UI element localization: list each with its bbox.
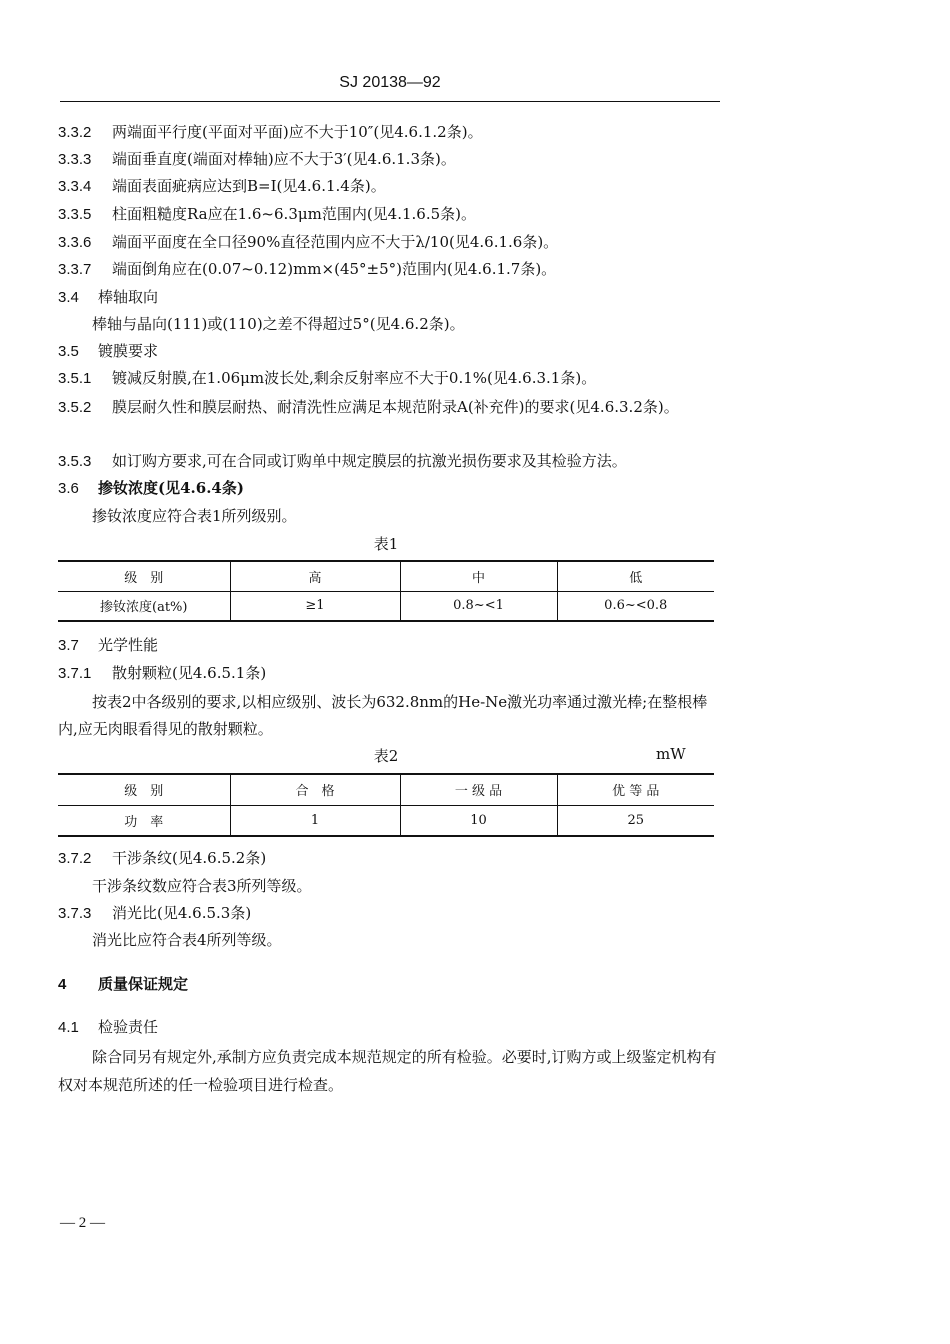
page-number: — 2 — [60,1215,105,1231]
clause-3-3-5 [58,203,738,226]
clause-3-5-3 [58,450,738,473]
table-cell: 0.8~<1 [400,591,557,621]
clause-heading: 检验责任 [98,1018,159,1036]
clause-3-4 [58,286,738,309]
clause-3-7-2-body: 干涉条纹数应符合表3所列等级。 [92,877,312,895]
clause-number: 3.7.2 [58,850,92,867]
clause-3-7 [58,634,738,657]
table2-unit: mW [656,745,686,763]
clause-3-7-2 [58,847,738,870]
clause-number: 4.1 [58,1019,79,1036]
clause-3-3-6 [58,231,738,254]
clause-number: 3.7.3 [58,905,92,922]
clause-text: 端面倒角应在(0.07~0.12)mm×(45°±5°)范围内(见4.6.1.7条)。 [112,260,557,278]
clause-number: 3.3.7 [58,261,92,278]
clause-3-6-body: 掺钕浓度应符合表1所列级别。 [92,507,297,525]
document-code: SJ 20138—92 [339,74,441,91]
clause-text: 膜层耐久性和膜层耐热、耐清洗性应满足本规范附录A(补充件)的要求(见4.6.3.2条)。 [112,398,679,416]
clause-3-5-1 [58,367,738,390]
clause-heading: 棒轴取向 [98,288,159,306]
clause-3-4-body: 棒轴与晶向(111)或(110)之差不得超过5°(见4.6.2条)。 [92,315,465,333]
table-cell: 掺钕浓度(at%) [58,591,230,621]
section-number: 4 [58,976,67,993]
table1 [58,560,714,622]
table-cell: 25 [557,805,714,836]
clause-text: 端面表面疵病应达到B=Ⅰ(见4.6.1.4条)。 [112,177,386,195]
clause-3-7-3-body: 消光比应符合表4所列等级。 [92,931,282,949]
table-header-cell: 高 [230,561,400,591]
clause-number: 3.5.1 [58,370,92,387]
clause-3-3-3 [58,148,738,171]
table-header-cell: 低 [557,561,714,591]
clause-text: 两端面平行度(平面对平面)应不大于10″(见4.6.1.2条)。 [112,123,483,141]
table-header-cell: 中 [400,561,557,591]
clause-text: 柱面粗糙度Ra应在1.6~6.3μm范围内(见4.1.6.5条)。 [112,205,477,223]
clause-number: 3.5.3 [58,453,92,470]
table-header-cell: 级 别 [58,561,230,591]
table-cell: 0.6~<0.8 [557,591,714,621]
clause-number: 3.4 [58,289,79,306]
clause-text: 镀减反射膜,在1.06μm波长处,剩余反射率应不大于0.1%(见4.6.3.1条)。 [112,369,597,387]
clause-number: 3.6 [58,480,79,497]
clause-heading: 掺钕浓度(见4.6.4条) [98,479,244,497]
section-heading: 质量保证规定 [98,975,189,993]
clause-number: 3.3.2 [58,124,92,141]
clause-3-5-2 [58,394,722,421]
clause-number: 3.5 [58,343,79,360]
table1-caption: 表1 [373,535,399,553]
clause-3-5 [58,340,738,363]
clause-3-7-3 [58,902,738,925]
table2 [58,773,714,837]
clause-number: 3.3.5 [58,206,92,223]
clause-4-1-body: 除合同另有规定外,承制方应负责完成本规范规定的所有检验。必要时,订购方或上级鉴定机构有权对本规范所述的任一检验项目进行检查。 [58,1048,717,1094]
clause-text: 端面平面度在全口径90%直径范围内应不大于λ/10(见4.6.1.6条)。 [112,233,559,251]
table-header-cell: 优 等 品 [557,774,714,805]
table-header-cell: 合 格 [230,774,400,805]
clause-heading: 光学性能 [98,636,159,654]
table-header-row [58,774,714,805]
clause-3-6 [58,477,738,500]
clause-number: 3.3.6 [58,234,92,251]
table2-caption: 表2 [373,747,399,765]
table-cell: 功 率 [58,805,230,836]
clause-number: 3.3.3 [58,151,92,168]
clause-text: 端面垂直度(端面对棒轴)应不大于3′(见4.6.1.3条)。 [112,150,456,168]
clause-number: 3.5.2 [58,399,92,416]
clause-number: 3.7.1 [58,665,92,682]
clause-text: 消光比(见4.6.5.3条) [112,904,252,922]
table-row [58,805,714,836]
header-rule [60,101,720,102]
clause-text: 干涉条纹(见4.6.5.2条) [112,849,267,867]
clause-text: 如订购方要求,可在合同或订购单中规定膜层的抗激光损伤要求及其检验方法。 [112,452,627,470]
table-row [58,591,714,621]
clause-3-3-7 [58,258,738,281]
table-header-row [58,561,714,591]
table-header-cell: 一 级 品 [400,774,557,805]
clause-3-3-2 [58,121,738,144]
clause-number: 3.7 [58,637,79,654]
clause-4-1 [58,1016,738,1039]
clause-3-7-1 [58,662,738,685]
table-cell: 10 [400,805,557,836]
table-header-cell: 级 别 [58,774,230,805]
section-4 [58,973,738,996]
clause-heading: 镀膜要求 [98,342,159,360]
table-cell: ≥1 [230,591,400,621]
table-cell: 1 [230,805,400,836]
clause-text: 散射颗粒(见4.6.5.1条) [112,664,267,682]
clause-3-3-4 [58,175,738,198]
clause-3-7-1-body: 按表2中各级别的要求,以相应级别、波长为632.8nm的He-Ne激光功率通过激光棒;在整根棒内,应无肉眼看得见的散射颗粒。 [58,693,708,738]
clause-number: 3.3.4 [58,178,92,195]
